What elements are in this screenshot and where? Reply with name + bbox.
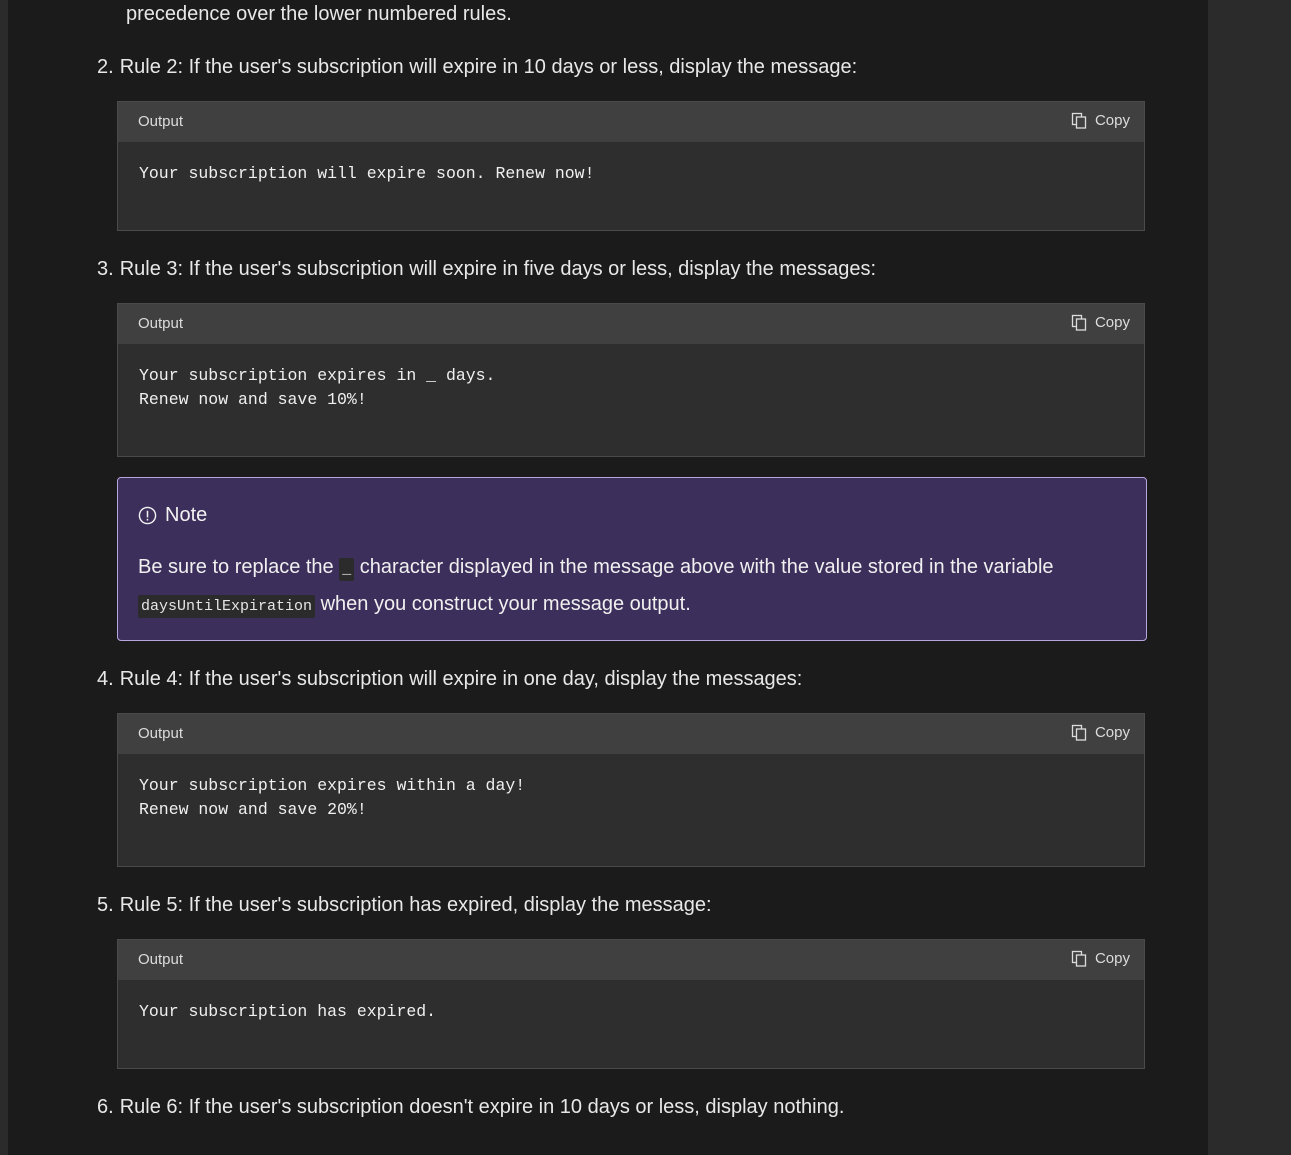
- code-content: Your subscription will expire soon. Renew now!: [139, 164, 595, 183]
- code-language-label: Output: [138, 725, 184, 742]
- copy-icon: [1071, 314, 1087, 331]
- copy-icon: [1071, 950, 1087, 967]
- code-header: [118, 102, 1144, 142]
- rule-3-number: 3.: [97, 258, 114, 280]
- right-gutter: [1208, 0, 1291, 1155]
- rule-3-text: Rule 3: If the user's subscription will expire in five days or less, display the messages:: [119, 258, 877, 280]
- code-header: [118, 714, 1144, 754]
- rule-2-number: 2.: [97, 56, 114, 78]
- copy-button[interactable]: [1071, 724, 1130, 741]
- copy-label: Copy: [1094, 724, 1130, 741]
- copy-label: Copy: [1094, 950, 1130, 967]
- info-icon: [138, 506, 157, 525]
- rule-6-number: 6.: [97, 1096, 114, 1118]
- variable-name: daysUntilExpiration: [138, 595, 315, 618]
- rule-5-text: Rule 5: If the user's subscription has expired, display the message:: [119, 894, 712, 916]
- rule-2-code-block: [117, 101, 1145, 231]
- copy-button[interactable]: [1071, 950, 1130, 967]
- copy-icon: [1071, 112, 1087, 129]
- content-area: [8, 0, 1208, 1155]
- code-content: Your subscription expires within a day! Renew now and save 20%!: [139, 776, 526, 819]
- note-title-text: Note: [165, 504, 208, 526]
- note-callout: [117, 477, 1147, 641]
- note-body: [138, 550, 1128, 624]
- rule-5-code-block: [117, 939, 1145, 1069]
- copy-label: Copy: [1094, 112, 1130, 129]
- rule-2-text: Rule 2: If the user's subscription will expire in 10 days or less, display the message:: [119, 56, 858, 78]
- code-language-label: Output: [138, 951, 184, 968]
- code-language-label: Output: [138, 315, 184, 332]
- note-text-before: Be sure to replace the: [138, 556, 340, 578]
- note-text-middle: character displayed in the message above with the value stored in the variable: [354, 556, 1054, 578]
- copy-button[interactable]: [1071, 112, 1130, 129]
- rule-5-item: [97, 890, 712, 920]
- note-title: [138, 504, 207, 527]
- code-content: Your subscription expires in _ days. Renew now and save 10%!: [139, 366, 496, 409]
- left-gutter: [0, 0, 8, 1155]
- rule-5-number: 5.: [97, 894, 114, 916]
- rule-4-item: [97, 664, 802, 694]
- copy-button[interactable]: [1071, 314, 1130, 331]
- code-header: [118, 940, 1144, 980]
- copy-icon: [1071, 724, 1087, 741]
- code-header: [118, 304, 1144, 344]
- copy-label: Copy: [1094, 314, 1130, 331]
- note-text-after: when you construct your message output.: [315, 593, 691, 615]
- rule-4-code-block: [117, 713, 1145, 867]
- code-content: Your subscription has expired.: [139, 1002, 437, 1021]
- rule-2-item: [97, 52, 857, 82]
- rule-4-text: Rule 4: If the user's subscription will expire in one day, display the messages:: [119, 668, 803, 690]
- rule-4-number: 4.: [97, 668, 114, 690]
- intro-continuation-text: precedence over the lower numbered rules.: [126, 3, 512, 25]
- rule-6-text: Rule 6: If the user's subscription doesn't expire in 10 days or less, display nothing.: [119, 1096, 845, 1118]
- rule-3-item: [97, 254, 876, 284]
- placeholder-char: _: [339, 558, 354, 581]
- rule-6-item: [97, 1092, 844, 1122]
- rule-3-code-block: [117, 303, 1145, 457]
- code-language-label: Output: [138, 113, 184, 130]
